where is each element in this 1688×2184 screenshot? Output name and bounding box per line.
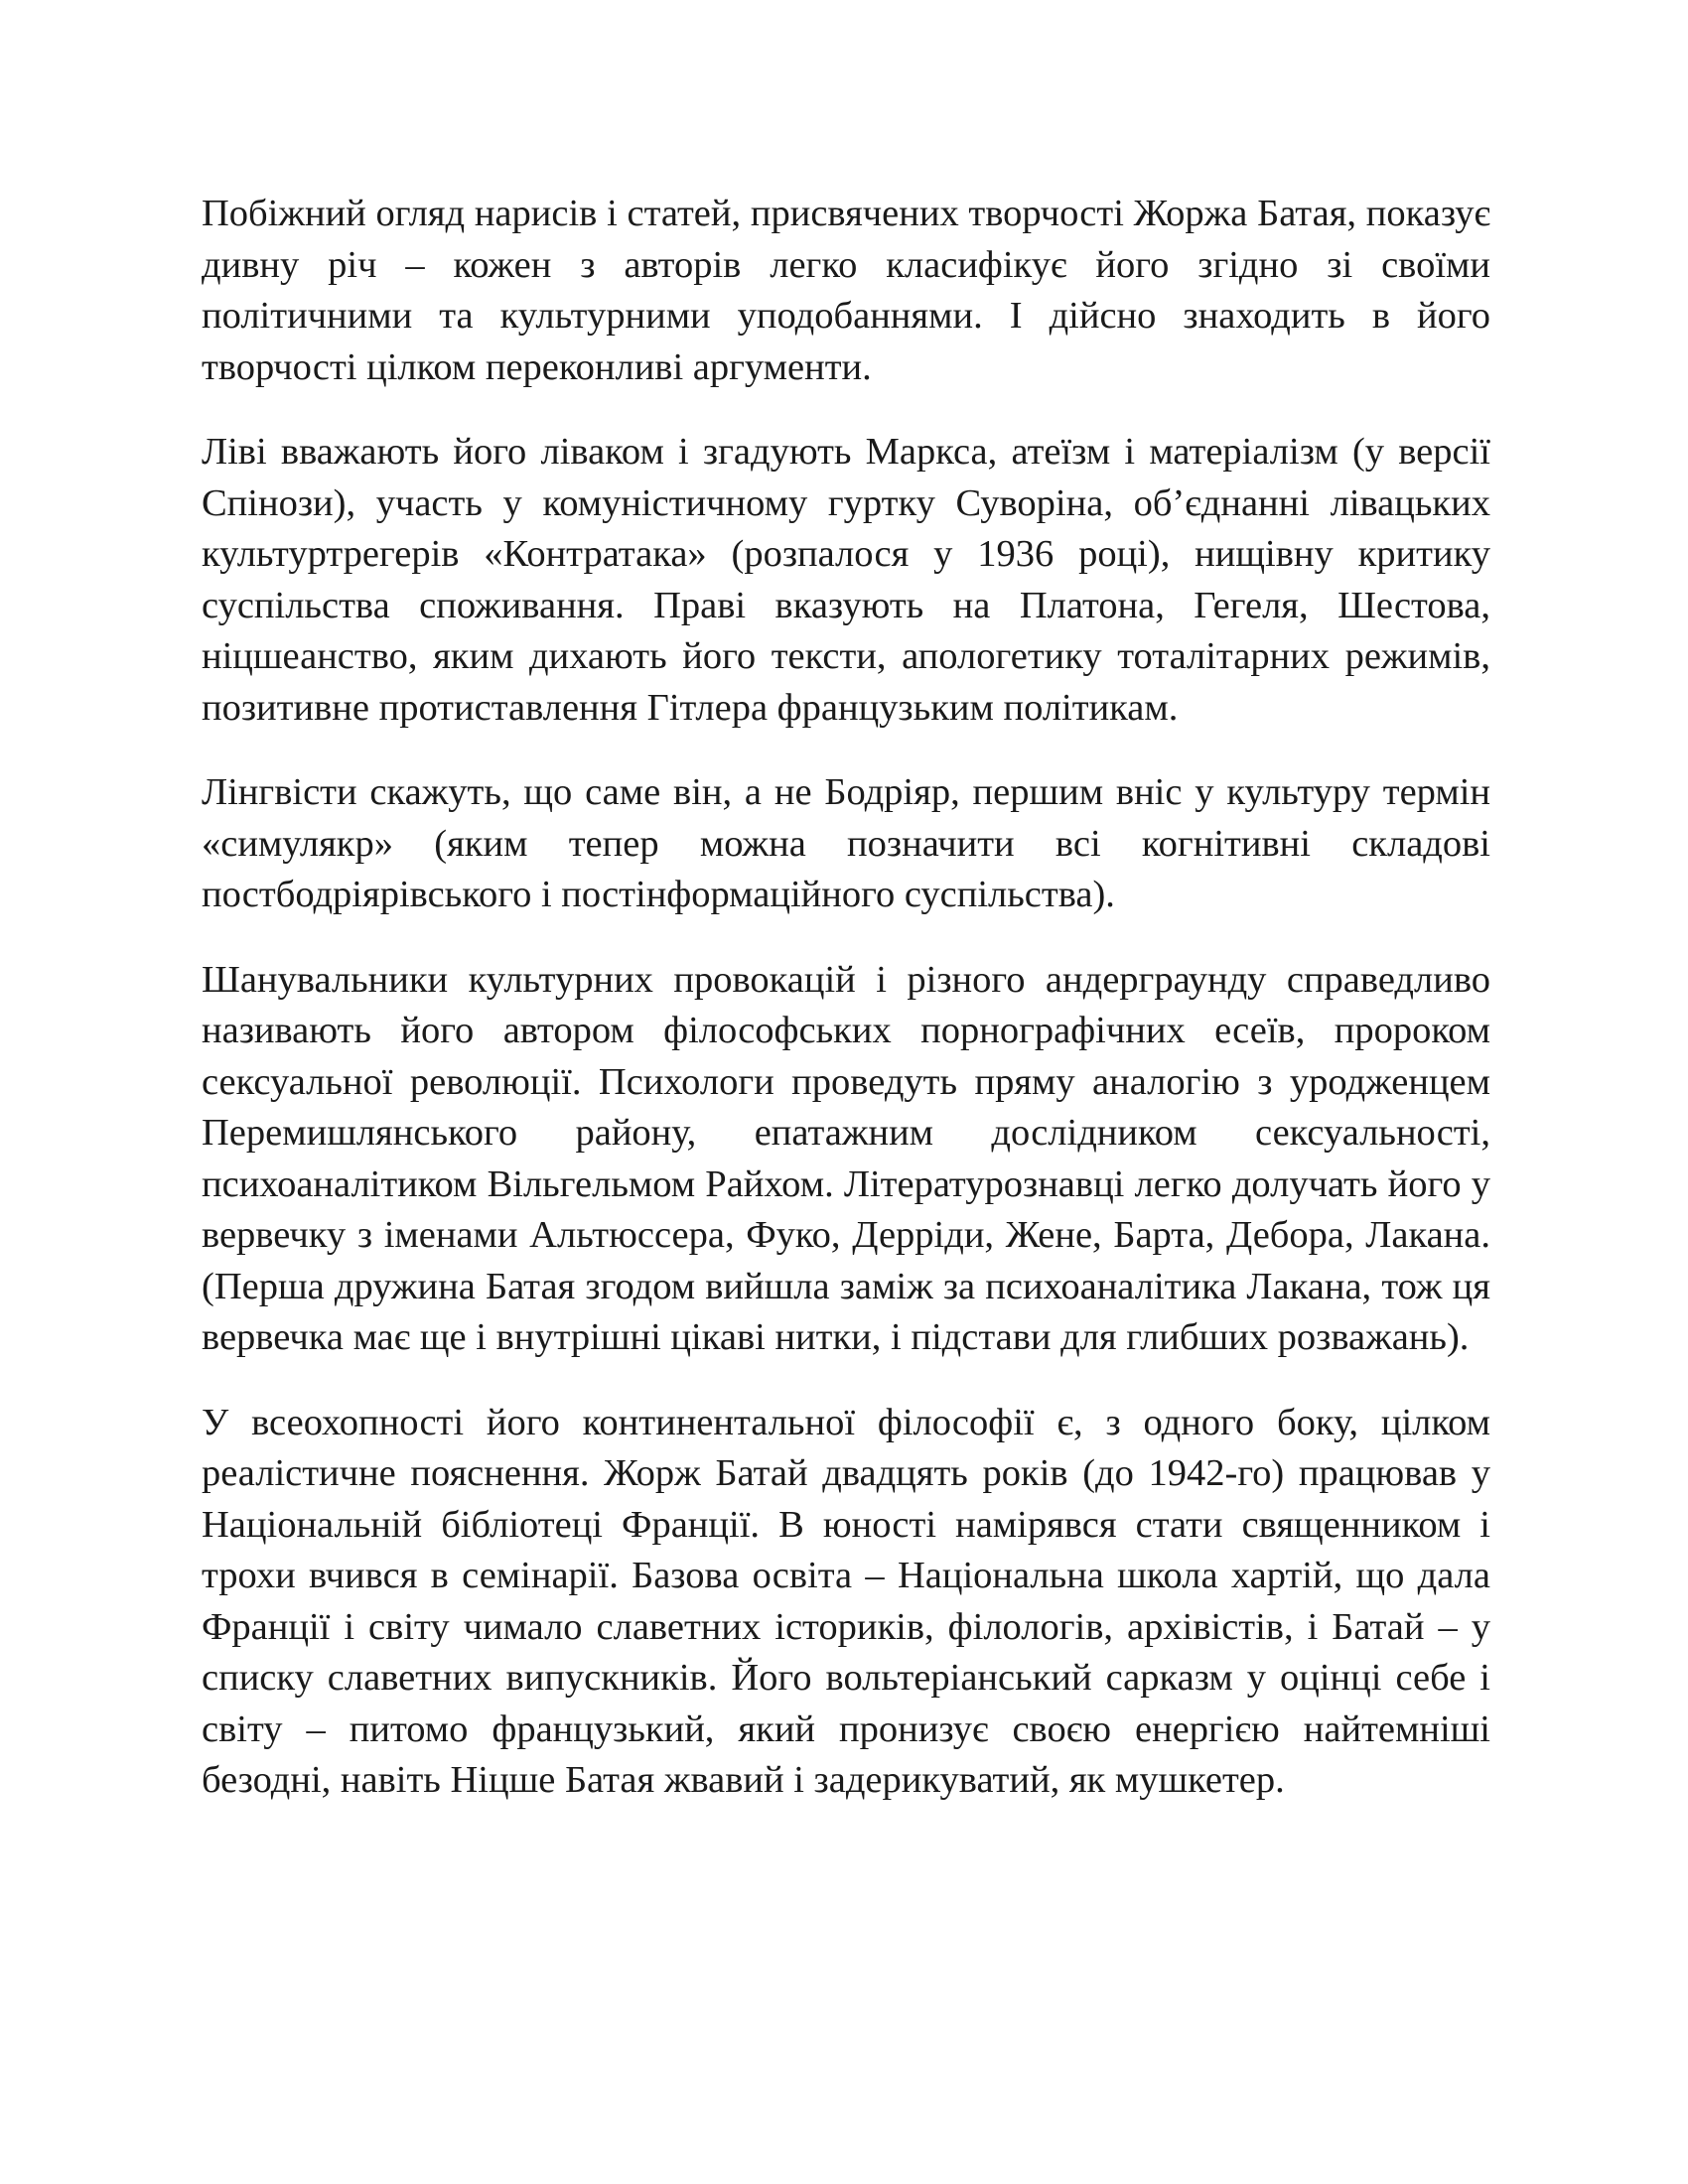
document-body	[202, 189, 1490, 1841]
paragraph-3: Лінгвісти скажуть, що саме він, а не Бодріяр, першим вніс у культуру термін «симулякр» (яким тепер можна позначити всі когнітивні складові постбодріярівського і постінформаційного суспільства).	[202, 771, 1490, 915]
paragraph-1: Побіжний огляд нарисів і статей, присвячених творчості Жоржа Батая, показує дивну річ – кожен з авторів легко класифікує його згідно зі своїми політичними та культурними уподобаннями. І дійсно знаходить в його творчості цілком переконливі аргументи.	[202, 193, 1490, 388]
paragraph-5: У всеохопності його континентальної філософії є, з одного боку, цілком реалістичне пояснення. Жорж Батай двадцять років (до 1942-го) працював у Національній бібліотеці Франції. В юності намірявся стати священником і трохи вчився в семінарії. Базова освіта – Національна школа хартій, що дала Франції і світу чимало славетних істориків, філологів, архівістів, і Батай – у списку славетних випускників. Його вольтеріанський сарказм у оцінці себе і світу – питомо французький, який пронизує своєю енергією найтемніші безодні, навіть Ніцше Батая жвавий і задерикуватий, як мушкетер.	[202, 1401, 1490, 1801]
paragraph-4: Шанувальники культурних провокацій і різного андерграунду справедливо називають його автором філософських порнографічних есеїв, пророком сексуальної революції. Психологи проведуть пряму аналогію з уродженцем Перемишлянського району, епатажним дослідником сексуальності, психоаналітиком Вільгельмом Райхом. Літературознавці легко долучать його у вервечку з іменами Альтюссера, Фуко, Дерріди, Жене, Барта, Дебора, Лакана. (Перша дружина Батая згодом вийшла заміж за психоаналітика Лакана, тож ця вервечка має ще і внутрішні цікаві нитки, і підстави для глибших розважань).	[202, 958, 1490, 1358]
paragraph-2: Ліві вважають його ліваком і згадують Маркса, атеїзм і матеріалізм (у версії Спінози), участь у комуністичному гуртку Суворіна, об’єднанні лівацьких культуртрегерів «Контратака» (розпалося у 1936 році), нищівну критику суспільства споживання. Праві вказують на Платона, Гегеля, Шестова, ніцшеанство, яким дихають його тексти, апологетику тоталітарних режимів, позитивне протиставлення Гітлера французьким політикам.	[202, 431, 1490, 729]
